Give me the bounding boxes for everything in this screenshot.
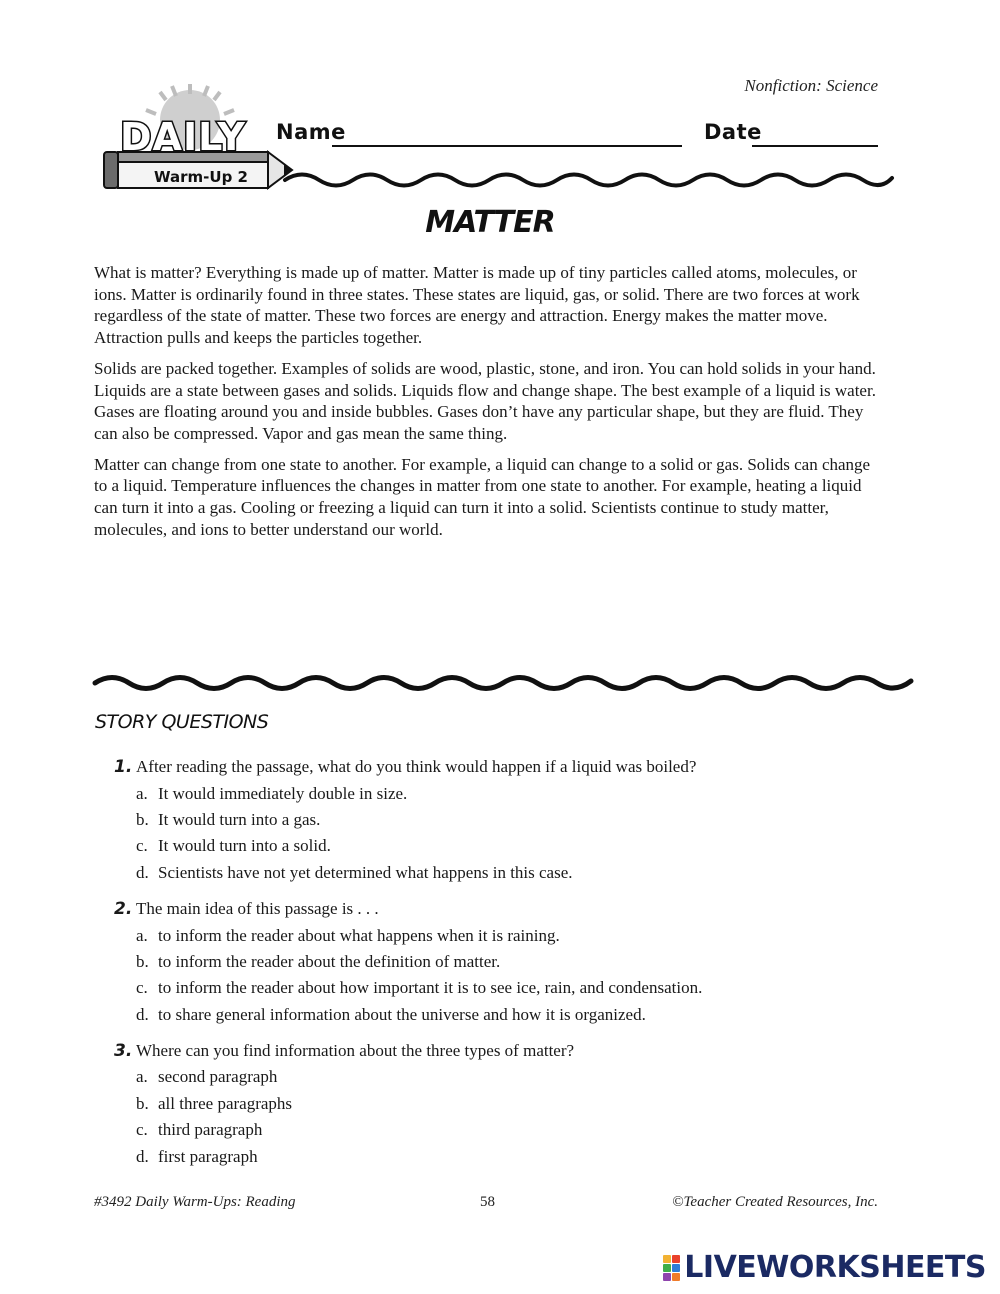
answer-option[interactable]: d. first paragraph xyxy=(136,1147,258,1166)
liveworksheets-brand[interactable] xyxy=(663,1250,986,1285)
question-text: Where can you find information about the three types of matter? xyxy=(136,1041,575,1060)
passage-paragraph-1: What is matter? Everything is made up of matter. Matter is made up of tiny particles called atoms, molecules, or ions. Matter is ordinarily found in three states. These states are liquid, gas, or solid. There are two forces at work regardless of the state of matter. These two forces are energy and attraction. Energy makes the matter move. Attraction pulls and keeps the particles together. xyxy=(94,263,860,348)
logo-subtitle: Warm-Up 2 xyxy=(154,168,248,186)
answer-option[interactable]: a. It would immediately double in size. xyxy=(136,784,408,803)
answer-option[interactable]: c. It would turn into a solid. xyxy=(136,836,331,855)
answer-option[interactable]: b. It would turn into a gas. xyxy=(136,810,321,829)
answer-option[interactable]: c. to inform the reader about how important it is to see ice, rain, and condensation. xyxy=(136,978,703,997)
answer-option[interactable]: a. to inform the reader about what happens when it is raining. xyxy=(136,926,560,945)
reading-passage xyxy=(94,262,884,549)
question-number: 3. xyxy=(114,1041,133,1061)
date-label: Date xyxy=(704,120,762,144)
answer-option[interactable]: c. third paragraph xyxy=(136,1120,263,1139)
passage-paragraph-3: Matter can change from one state to another. For example, a liquid can change to a solid or gas. Solids can change to a liquid. Temperature influences the changes in matter from one state to another. For example, heating a liquid can turn it into a gas. Cooling or freezing a liquid can turn it into a solid. Scientists continue to study matter, molecules, and ions to better understand our world. xyxy=(94,454,871,539)
name-label: Name xyxy=(276,120,346,144)
question-number: 1. xyxy=(114,757,133,777)
date-field[interactable] xyxy=(752,145,878,147)
page-number: 58 xyxy=(480,1194,495,1210)
brand-text: LIVEWORKSHEETS xyxy=(684,1250,986,1285)
header-wave-divider xyxy=(285,175,892,186)
footer-book-title: #3492 Daily Warm-Ups: Reading xyxy=(94,1194,296,1210)
question-number: 2. xyxy=(114,899,133,919)
footer-copyright: ©Teacher Created Resources, Inc. xyxy=(672,1194,878,1210)
daily-warmup-logo xyxy=(98,84,298,196)
answer-option[interactable]: d. to share general information about the universe and how it is organized. xyxy=(136,1005,646,1024)
questions-heading: STORY QUESTIONS xyxy=(95,711,269,733)
answer-option[interactable]: d. Scientists have not yet determined what happens in this case. xyxy=(136,863,573,882)
answer-option[interactable]: b. to inform the reader about the definition of matter. xyxy=(136,952,501,971)
question-text: After reading the passage, what do you think would happen if a liquid was boiled? xyxy=(136,757,697,776)
category-label: Nonfiction: Science xyxy=(744,76,878,95)
worksheet-title: MATTER xyxy=(425,205,555,240)
liveworksheets-icon xyxy=(663,1255,680,1281)
name-field[interactable] xyxy=(332,145,682,147)
answer-option[interactable]: b. all three paragraphs xyxy=(136,1094,293,1113)
section-wave-divider xyxy=(95,678,911,689)
question-text: The main idea of this passage is . . . xyxy=(136,899,379,918)
passage-paragraph-2: Solids are packed together. Examples of solids are wood, plastic, stone, and iron. You can hold solids in your hand. Liquids are a state between gases and solids. Liquids flow and change shape. The best example of a liquid is water. Gases are floating around you and inside bubbles. Gases don’t have any particular shape, but they are fluid. They can also be compressed. Vapor and gas mean the same thing. xyxy=(94,358,876,443)
answer-option[interactable]: a. second paragraph xyxy=(136,1067,278,1086)
logo-word: DAILY xyxy=(120,115,246,159)
